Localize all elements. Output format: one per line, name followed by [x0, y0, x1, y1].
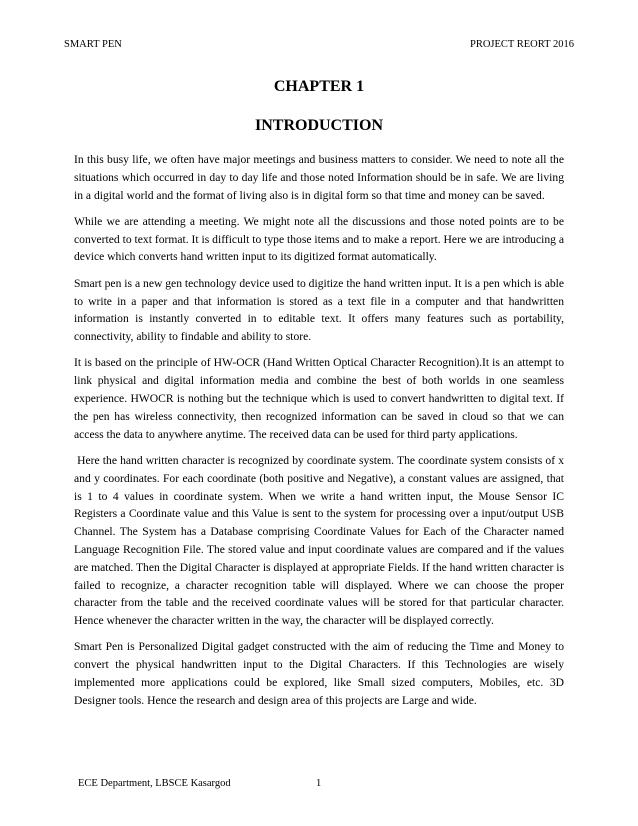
- footer-department: ECE Department, LBSCE Kasargod: [78, 778, 231, 789]
- header-right-title: PROJECT REORT 2016: [469, 39, 574, 50]
- paragraph-2: While we are attending a meeting. We might note all the discussions and those noted points are to be converted to text format. It is difficult to type those items and to make a report. Here we are introducing a device which converts hand written input to its digitized format automatically.: [74, 214, 564, 264]
- document-body: [74, 151, 567, 718]
- paragraph-1: In this busy life, we often have major meetings and business matters to consider. We need to note all the situations which occurred in day to day life and those noted Information should be in safe. We are living in a digital world and the format of living also is in digital form so that time and money can be saved.: [74, 153, 564, 202]
- page-header: [64, 39, 574, 50]
- paragraph-5: Here the hand written character is recognized by coordinate system. The coordinate system consists of x and y coordinates. For each coordinate (both positive and Negative), a constant values are assigned, that is 1 to 4 values in coordinate system. When we write a hand written input, the Mouse Sensor IC Registers a Coordinate value and this Value is sent to the system for processing over a input/output USB Channel. The System has a Database comprising Coordinate Values for Each of the Character named Language Recognition File. The stored value and input coordinate values are compared and if the values are matched. Then the Digital Character is displayed at appropriate Fields. If the hand written character is failed to recognize, a character recognition table will displayed. Where we can choose the proper character from the table and the received coordinate values will be stored for that particular character. Hence whenever the character written in the way, the character will be displayed correctly.: [74, 453, 567, 628]
- header-left-title: SMART PEN: [64, 39, 122, 50]
- chapter-heading: CHAPTER 1: [273, 78, 365, 95]
- paragraph-4: It is based on the principle of HW-OCR (Hand Written Optical Character Recognition).It is an attempt to link physical and digital information media and combine the best of both worlds in one seamless experience. HWOCR is nothing but the technique which is used to convert handwritten to digital text. If the pen has wireless connectivity, then recognized information can be saved in cloud so that we can access the data to anywhere anytime. The received data can be used for third party applications.: [74, 356, 564, 441]
- page-number: 1: [316, 778, 322, 789]
- paragraph-6: Smart Pen is Personalized Digital gadget constructed with the aim of reducing the Time and Money to convert the physical handwritten input to the Digital Characters. If this Technologies are wisely implemented more applications could be explored, like Small sized computers, Mobiles, etc. 3D Designer tools. Hence the research and design area of this projects are Large and wide.: [74, 640, 564, 707]
- section-title: INTRODUCTION: [254, 117, 383, 134]
- paragraph-3: Smart pen is a new gen technology device used to digitize the hand written input. It is a pen which is able to write in a paper and that information is stored as a text file in a computer and that handwritten information is instantly converted in to editable text. It offers many features such as portability, connectivity, ability to findable and ability to store.: [74, 276, 564, 344]
